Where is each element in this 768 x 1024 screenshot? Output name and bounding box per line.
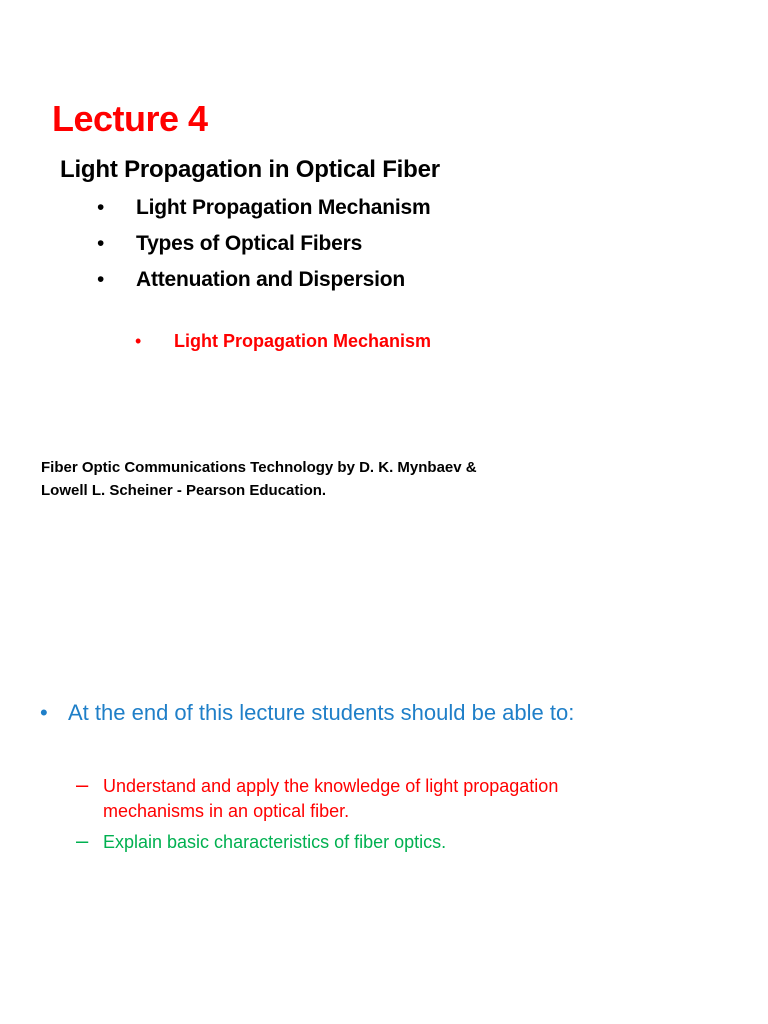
lecture-subtitle: Light Propagation in Optical Fiber [60, 156, 440, 183]
reference-line: Lowell L. Scheiner - Pearson Education. [41, 482, 327, 499]
objective-text: Explain basic characteristics of fiber optics. [103, 832, 447, 852]
bullet-icon: • [97, 196, 105, 219]
objectives-heading [40, 700, 574, 726]
topic-label: Light Propagation Mechanism [136, 196, 431, 219]
dash-icon: – [76, 772, 89, 797]
reference-citation [41, 456, 561, 502]
topic-item [97, 196, 430, 220]
objectives-heading-label: At the end of this lecture students should be able to: [68, 700, 575, 725]
bullet-icon: • [97, 232, 105, 255]
bullet-icon: • [40, 700, 48, 725]
topic-item [97, 268, 405, 292]
topic-label: Attenuation and Dispersion [136, 268, 405, 291]
objective-text: Understand and apply the knowledge of light propagation mechanisms in an optical fiber. [103, 776, 559, 821]
topic-item [97, 232, 362, 256]
objective-item [76, 830, 623, 855]
objective-item [76, 774, 623, 824]
reference-line: Fiber Optic Communications Technology by D. K. Mynbaev & [41, 459, 477, 476]
lecture-title: Lecture 4 [52, 98, 208, 139]
topic-label: Types of Optical Fibers [136, 232, 363, 255]
dash-icon: – [76, 828, 89, 853]
bullet-icon: • [135, 331, 142, 351]
current-topic-label: Light Propagation Mechanism [174, 331, 432, 351]
bullet-icon: • [97, 268, 105, 291]
current-topic [135, 331, 431, 352]
